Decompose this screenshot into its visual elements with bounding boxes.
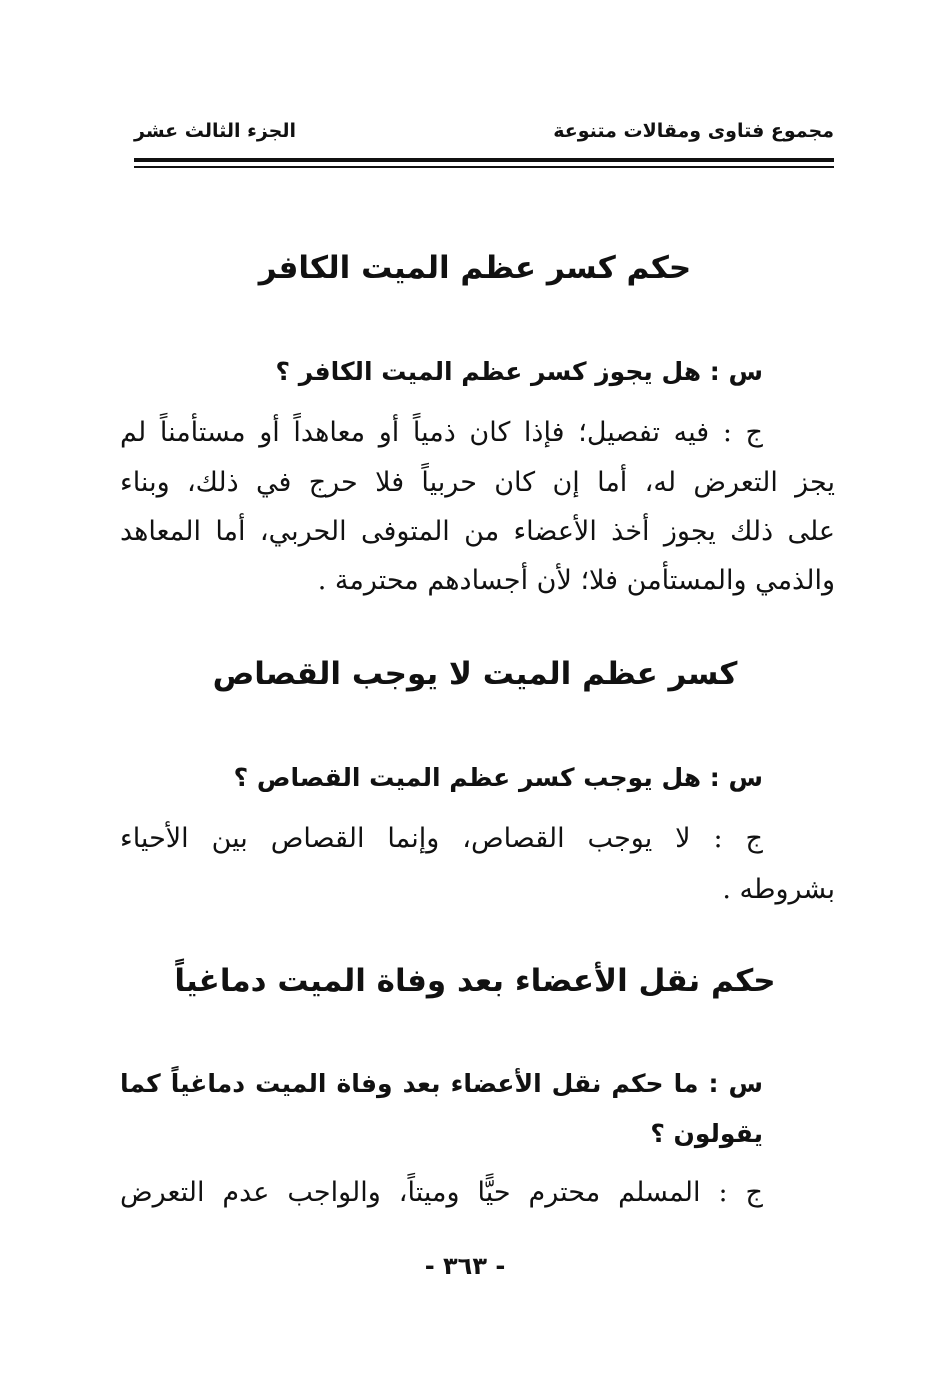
book-title: مجموع فتاوى ومقالات متنوعة [553,120,834,142]
section-title-1: حكم كسر عظم الميت الكافر [258,250,692,286]
running-header [134,120,834,156]
question-3-line-1: س : ما حكم نقل الأعضاء بعد وفاة الميت دماغياً كما [120,1069,763,1098]
answer-1-line-4: والذمي والمستأمن فلا؛ لأن أجسادهم محترمة . [317,565,835,596]
section-title-2: كسر عظم الميت لا يوجب القصاص [212,656,738,692]
header-rule-thick [134,158,834,162]
header-rule-thin [134,166,834,168]
volume-label: الجزء الثالث عشر [134,120,297,142]
answer-1-line-2: يجز التعرض له، أما إن كان حربياً فلا حرج في ذلك، وبناء [120,467,835,498]
page-number: - ٣٦٣ - [424,1252,506,1280]
question-2: س : هل يوجب كسر عظم الميت القصاص ؟ [233,763,763,792]
question-3-line-2: يقولون ؟ [650,1119,763,1148]
answer-1-line-1: ج : فيه تفصيل؛ فإذا كان ذمياً أو معاهداً أو مستأمناً لم [120,417,763,448]
question-1: س : هل يجوز كسر عظم الميت الكافر ؟ [275,357,763,386]
answer-2-line-2: بشروطه . [722,874,835,905]
answer-1-line-3: على ذلك يجوز أخذ الأعضاء من المتوفى الحربي، أما المعاهد [120,516,835,547]
answer-3-line-1: ج : المسلم محترم حيًّا وميتاً، والواجب عدم التعرض [120,1177,763,1208]
section-title-3: حكم نقل الأعضاء بعد وفاة الميت دماغياً [174,963,776,999]
answer-2-line-1: ج : لا يوجب القصاص، وإنما القصاص بين الأحياء [120,823,763,854]
